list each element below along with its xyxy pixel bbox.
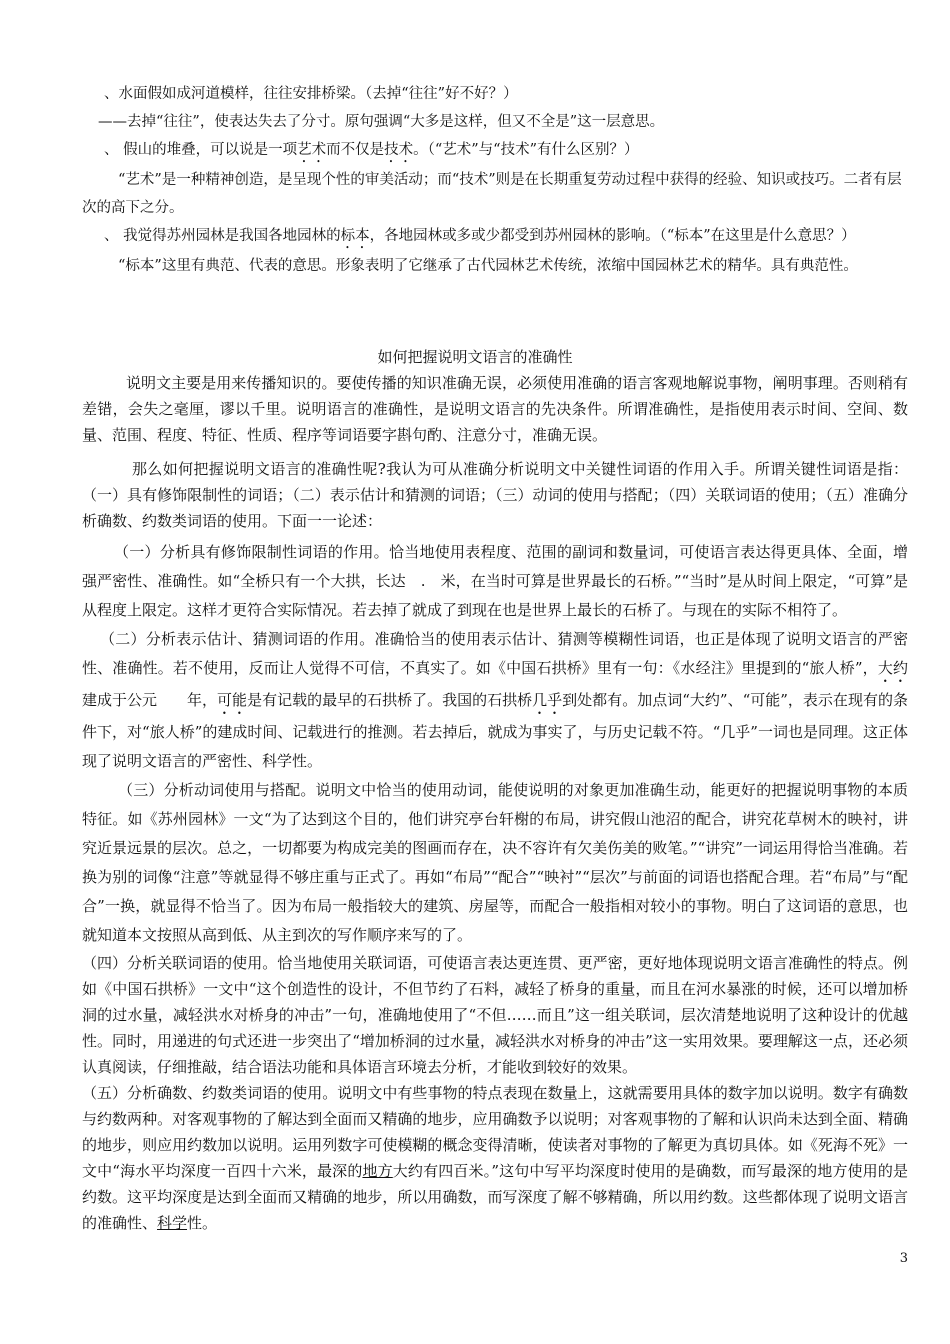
underlined-word: 地方 [362,1162,393,1180]
underlined-word: 科学 [157,1214,188,1232]
answer-2: “艺术”是一种精神创造，是呈现个性的审美活动；而“技术”则是在长期重复劳动过程中获得的经验、知识或技巧。二者有层次的高下之分。 [82,172,902,216]
paragraph-intro: 说明文主要是用来传播知识的。要使传播的知识准确无误，必须使用准确的语言客观地解说事物，阐明事理。否则稍有差错，会失之毫厘，谬以千里。说明语言的准确性，是说明文语言的先决条件。所谓准确性，是指使用表示时间、空间、数量、范围、程度、特征、性质、程序等词语要字斟句酌、注意分寸，准确无误。 [82,374,908,444]
page-number: 3 [899,1251,908,1266]
question-3-text: ，各地园林或多或少都受到苏州园林的影响。（“标本”在这里是什么意思？） [369,228,856,244]
keyword-technique: 技术 [384,142,414,158]
paragraph-conjunctions: （四）分析关联词语的使用。恰当地使用关联词语，可使语言表达更连贯、更严密，更好地体现说明文语言准确性的特点。例如《中国石拱桥》一文中“这个创造性的设计，不但节约了石料，减轻了桥身的重量，而且在河水暴涨的时候，还可以增加桥洞的过水量，减轻洪水对桥身的冲击”一句，准确地使用了“不但……而且”这一组关联词，层次清楚地说明了这种设计的优越性。同时，用递进的句式还进一步突出了“增加桥洞的过水量，减轻洪水对桥身的冲击”这一实用效果。要理解这一点，还必须认真阅读，仔细推敲，结合语法功能和具体语言环境去分析，才能收到较好的效果。 [82,954,908,1076]
question-2-text: 。（“艺术”与“技术”有什么区别？） [413,142,639,158]
keyword-almost: 几乎 [532,691,563,709]
paragraph-overview: 那么如何把握说明文语言的准确性呢?我认为可从准确分析说明文中关键性词语的作用入手。所谓关键性词语是指：（一）具有修饰限制性的词语；（二）表示估计和猜测的词语；（三）动词的使用与搭配；（四）关联词语的使用；（五）准确分析确数、约数类词语的使用。下面一一论述： [82,460,908,530]
question-3-text: 、 我觉得苏州园林是我国各地园林的 [104,228,341,244]
paragraph-text: 性。 [187,1214,218,1232]
question-2-text: 而不仅是 [326,142,385,158]
paragraph-verbs: （三）分析动词使用与搭配。说明文中恰当的使用动词，能使说明的对象更加准确生动，能更好的把握说明事物的本质特征。如《苏州园林》一文“为了达到这个目的，他们讲究亭台轩榭的布局，讲究假山池沼的配合，讲究花草树木的映衬，讲究近景远景的层次。总之，一切都要为构成完美的图画而存在，决不容许有欠美伤美的败笔。”“讲究”一词运用得恰当准确。若换为别的词像“注意”等就显得不够庄重与正式了。再如“布局”“配合”“映衬”“层次”与前面的词语也搭配合理。若“布局”与“配合”一换，就显得不恰当了。因为布局一般指较大的建筑、房屋等，而配合一般指相对较小的事物。明白了这词语的意思，也就知道本文按照从高到低、从主到次的写作顺序来写的了。 [82,781,908,944]
qa-section [82,80,912,280]
question-3 [82,222,912,252]
paragraph-estimation [82,625,908,776]
paragraph-text: （二）分析表示估计、猜测词语的作用。准确恰当的使用表示估计、猜测等模糊性词语，也正是体现了说明文语言的严密性、准确性。若不使用，反而让人觉得不可信，不真实了。如《中国石拱桥》里有一句：《水经注》里提到的“旅人桥”， [82,630,908,677]
article-title: 如何把握说明文语言的准确性 [377,348,573,366]
article-body [82,370,908,1236]
paragraph-text: 到处都有。加点词“大约”、“可能”，表示在现有的条件下，对“旅人桥”的建成时间、记载进行的推测。若去掉后，就成为事实了，与历史记载不符。“几乎”一词也是同理。这正体现了说明文语言的严密性、科学性。 [82,691,908,770]
keyword-possibly: 可能 [217,691,248,709]
question-2 [82,136,912,166]
paragraph-text: （五）分析确数、约数类词语的使用。说明文中有些事物的特点表现在数量上，这就需要用具体的数字加以说明。数字有确数与约数两种。对客观事物的了解达到全面而又精确的地步，应用确数予以说明；对客观事物的了解和认识尚未达到全面、精确的地步，则应用约数加以说明。运用列数字可使模糊的概念变得清晰，使读者对事物的了解更为真切具体。如《死海不死》一文中“海水平均深度一百四十六米，最深的 [82,1084,908,1180]
paragraph-text: 大约有四百米。”这句中写平均深度时使用的是确数，而写最深的地方使用的是约数。这平均深度是达到全面而又精确的地步，所以用确数，而写深度了解不够精确，所以用约数。这些都体现了说明文语言的准确性、 [82,1162,908,1232]
answer-1: ——去掉“往往”，使表达失去了分寸。原句强调“大多是这样，但又不全是”这一层意思。 [98,114,665,130]
question-2-text: 、 假山的堆叠，可以说是一项 [104,142,298,158]
paragraph-numbers [82,1080,908,1236]
paragraph-text: 是有记载的最早的石拱桥了。我国的石拱桥 [247,691,533,709]
paragraph-modifiers: （一）分析具有修饰限制性词语的作用。恰当地使用表程度、范围的副词和数量词，可使语言表达得更具体、全面，增强严密性、准确性。如“全桥只有一个大拱，长达 . 米，在当时可算是世界最长的石桥。”“当时”是从时间上限定，“可算”是从程度上限定。这样才更符合实际情况。若去掉了就成了到现在也是世界上最长的石桥了。与现在的实际不相符了。 [82,543,908,619]
question-1: 、水面假如成河道模样，往往安排桥梁。（去掉“往往”好不好？） [104,86,518,102]
keyword-art: 艺术 [297,142,327,158]
paragraph-text: 建成于公元 年， [82,691,218,709]
keyword-specimen: 标本 [340,228,370,244]
answer-3: “标本”这里有典范、代表的意思。形象表明了它继承了古代园林艺术传统，浓缩中国园林艺术的精华。具有典范性。 [118,258,858,274]
keyword-approximately: 大约 [877,659,908,677]
